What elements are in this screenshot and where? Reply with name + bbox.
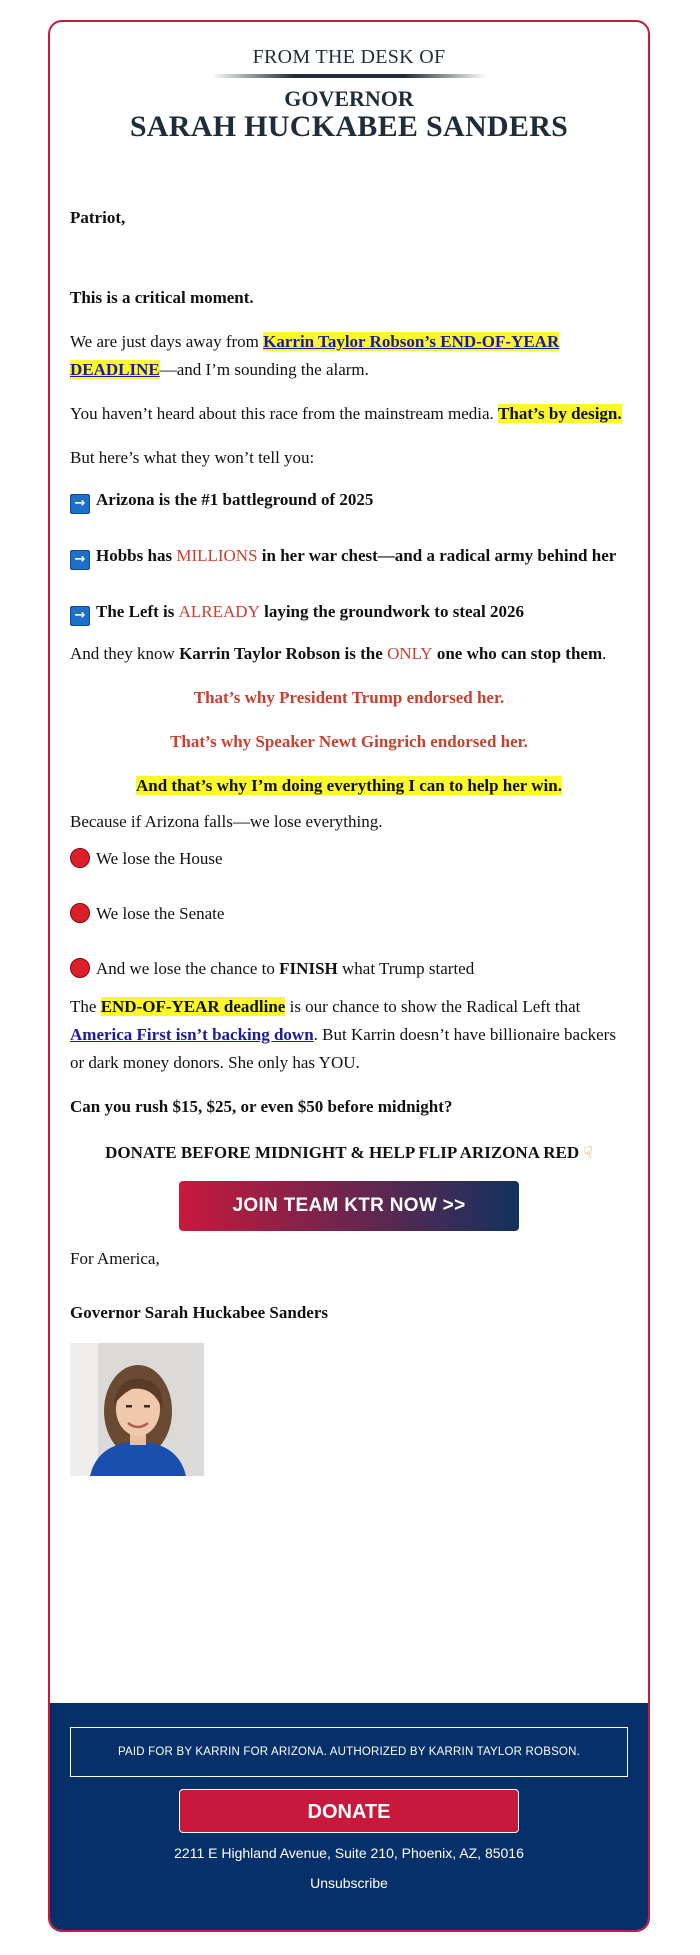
endorse-trump: That’s why President Trump endorsed her. <box>193 688 505 707</box>
deadline-paragraph <box>70 328 628 384</box>
endorse-me-highlight: And that’s why I’m doing everything I can to help her win. <box>136 776 562 795</box>
bullet-text-end: in her war chest—and a radical army behind her <box>257 546 617 565</box>
rush-paragraph: Can you rush $15, $25, or even $50 before midnight? <box>70 1097 453 1116</box>
salutation: Patriot, <box>70 208 126 227</box>
loss-house <box>70 845 628 873</box>
endorse-me <box>70 772 628 800</box>
loss-text: We lose the House <box>96 849 223 868</box>
know-bold-end: one who can stop them <box>432 644 603 663</box>
join-button-wrap <box>70 1181 628 1231</box>
signature: Governor Sarah Huckabee Sanders <box>70 1303 329 1322</box>
eoy-highlight: END-OF-YEAR deadline <box>100 997 286 1016</box>
red-circle-icon <box>70 903 90 923</box>
deadline-text: We are just days away from <box>70 332 264 351</box>
unsubscribe-link[interactable]: Unsubscribe <box>310 1875 388 1891</box>
know-bold: Karrin Taylor Robson is the <box>179 644 388 663</box>
loss-text: And we lose the chance to <box>96 959 280 978</box>
governor-name: SARAH HUCKABEE SANDERS <box>129 110 569 143</box>
eoy-text: The <box>70 997 101 1016</box>
loss-text: We lose the Senate <box>96 904 225 923</box>
email-card <box>48 20 650 1932</box>
arrow-right-icon: → <box>70 606 90 626</box>
deadline-link[interactable]: Karrin Taylor Robson’s END-OF-YEAR DEADLINE <box>70 332 560 379</box>
governor-photo <box>70 1343 204 1476</box>
critical-moment: This is a critical moment. <box>70 288 254 307</box>
mailing-address: 2211 E Highland Avenue, Suite 210, Phoenix, AZ, 85016 <box>174 1845 524 1861</box>
paid-for-disclaimer: PAID FOR BY KARRIN FOR ARIZONA. AUTHORIZED BY KARRIN TAYLOR ROBSON. <box>70 1727 628 1777</box>
bullet-text: Arizona is the #1 battleground of 2025 <box>96 490 374 509</box>
arrow-right-icon: → <box>70 550 90 570</box>
eoy-paragraph <box>70 993 628 1077</box>
america-first-link[interactable]: America First isn’t backing down <box>70 1025 314 1044</box>
bullet-text-end: laying the groundwork to steal 2026 <box>259 602 525 621</box>
eoy-text-end: . But Karrin doesn’t have billionaire backers or dark money donors. She only has YOU. <box>70 1025 616 1072</box>
pointing-down-icon: ☟ <box>583 1143 593 1162</box>
footer <box>50 1703 648 1930</box>
bullet-battleground <box>70 486 628 514</box>
cta-text: DONATE BEFORE MIDNIGHT & HELP FLIP ARIZONA RED <box>105 1143 580 1162</box>
loss-chance <box>70 955 628 983</box>
know-text: And they know <box>70 644 180 663</box>
loss-bold: FINISH <box>279 959 338 978</box>
bullet-text: The Left is <box>96 602 179 621</box>
closing: For America, <box>70 1249 160 1268</box>
bullet-red-text: MILLIONS <box>176 546 258 565</box>
deadline-text-end: —and I’m sounding the alarm. <box>159 360 369 379</box>
design-highlight: That’s by design. <box>498 404 622 423</box>
media-text: You haven’t heard about this race from the mainstream media. <box>70 404 499 423</box>
loss-senate <box>70 900 628 928</box>
letter-body <box>50 204 648 1476</box>
tell-paragraph: But here’s what they won’t tell you: <box>70 448 315 467</box>
bullet-red-text: ALREADY <box>178 602 260 621</box>
bullet-text: Hobbs has <box>96 546 177 565</box>
loss-text-end: what Trump started <box>337 959 475 978</box>
masthead <box>50 22 648 144</box>
join-team-button[interactable]: JOIN TEAM KTR NOW >> <box>179 1181 519 1231</box>
bullet-hobbs <box>70 542 628 570</box>
endorse-gingrich: That’s why Speaker Newt Gingrich endorsed her. <box>170 732 528 751</box>
know-period: . <box>602 644 607 663</box>
red-circle-icon <box>70 848 90 868</box>
portrait-image <box>70 1343 204 1476</box>
know-paragraph <box>70 640 628 668</box>
eoy-text-mid: is our chance to show the Radical Left that <box>285 997 581 1016</box>
arrow-right-icon: → <box>70 494 90 514</box>
falls-paragraph: Because if Arizona falls—we lose everything. <box>70 812 383 831</box>
know-red: ONLY <box>387 644 433 663</box>
media-paragraph <box>70 400 628 428</box>
donate-cta-line <box>70 1139 628 1167</box>
masthead-divider <box>211 74 487 78</box>
red-circle-icon <box>70 958 90 978</box>
governor-title: GOVERNOR <box>284 86 414 111</box>
donate-button[interactable]: DONATE <box>179 1789 519 1833</box>
bullet-left <box>70 598 628 626</box>
from-desk-label: FROM THE DESK OF <box>252 46 446 68</box>
